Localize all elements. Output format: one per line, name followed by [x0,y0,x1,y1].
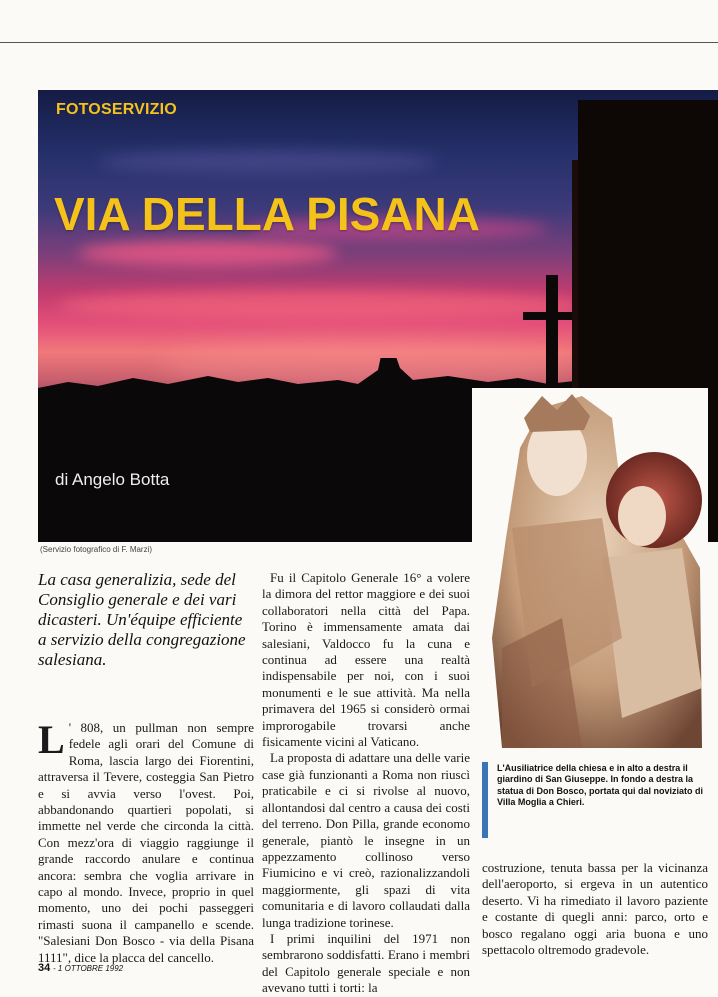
photo-credit: (Servizio fotografico di F. Marzi) [40,545,153,554]
paragraph: costruzione, tenuta bassa per la vicinanza dell'aeroporto, si ergeva in un autentico deserto. Vi ha rimediato il lavoro paziente e costante di quegli anni: parco, orto e bosco regalano oggi aria buona e uno spettacolo oltremodo gradevole. [482,860,708,958]
article-column-2 [262,570,470,997]
page-title: VIA DELLA PISANA [54,188,480,240]
cross-shape [546,275,558,395]
paragraph [38,717,254,966]
article-column-3 [482,860,708,958]
page-number: 34 [38,962,51,974]
author-byline: di Angelo Botta [55,470,170,489]
cloud-shape [78,240,338,266]
cross-arm [523,312,578,320]
paragraph: La proposta di adattare una delle varie case già funzionanti a Roma non riuscì praticabile e ci si rivolse al nuovo, allontandosi dal centro a causa dei costi del terreno. Don Pilla, grande economo generale, piantò le insegne in un appezzamento collinoso verso Fiumicino e vi creò, razionalizzandoli maggiormente, gli spazi di vita comunitaria e di lavoro collaudati dalla lunga tradizione torinese. [262,750,470,930]
article-dek: La casa generalizia, sede del Consiglio generale e dei vari dicasteri. Un'équipe efficiente a servizio della congregazione salesiana. [38,570,246,669]
photo-caption: L'Ausiliatrice della chiesa e in alto a destra il giardino di San Giuseppe. In fondo a destra la statua di Don Bosco, portata qui dal noviziato di Villa Moglia a Chieri. [497,763,704,807]
drop-cap: L [38,717,65,762]
issue-date: - 1 OTTOBRE 1992 [53,964,124,973]
paragraph: I primi inquilini del 1971 non sembrarono soddisfatti. Erano i membri del Capitolo generale speciale e non avevano tutti i torti: la [262,930,470,996]
page-footer [38,962,123,974]
top-rule [0,42,718,43]
cloud-shape [58,290,578,320]
statue-photo [472,388,708,753]
cloud-shape [98,150,438,174]
paragraph: Fu il Capitolo Generale 16° a volere la dimora del rettor maggiore e dei suoi collaboratori nella città del Papa. Torino è immensamente amata dai salesiani, Valdocco fu la cuna e continua ad essere una realtà indispensabile per noi, con i suoi monumenti e le sue attività. Ma nella primavera del 1965 si considerò ormai improrogabile trovarsi anche fisicamente vicini al Vaticano. [262,570,470,750]
caption-accent-bar [482,762,488,838]
paragraph-text: ' 808, un pullman non sempre fedele agli orari del Comune di Roma, lascia largo dei Fiorentini, attraversa il Tevere, costeggia San Pietro e si avvia verso l'ovest. Poi, abbandonando quartieri popolati, si immette nel verde che circonda la città. Con mezz'ora di viaggio raggiunge il grande raccordo anulare e continua ancora: sembra che voglia arrivare in capo al mondo. Invece, proprio in quel momento, uno dei pochi passeggeri rimasti suona il campanello e scende. "Salesiani Don Bosco - via della Pisana 1111", dice la placca del cancello. [38,720,254,965]
section-kicker: FOTOSERVIZIO [56,101,177,118]
article-column-1 [38,717,254,966]
photo-caption-box [482,762,708,838]
